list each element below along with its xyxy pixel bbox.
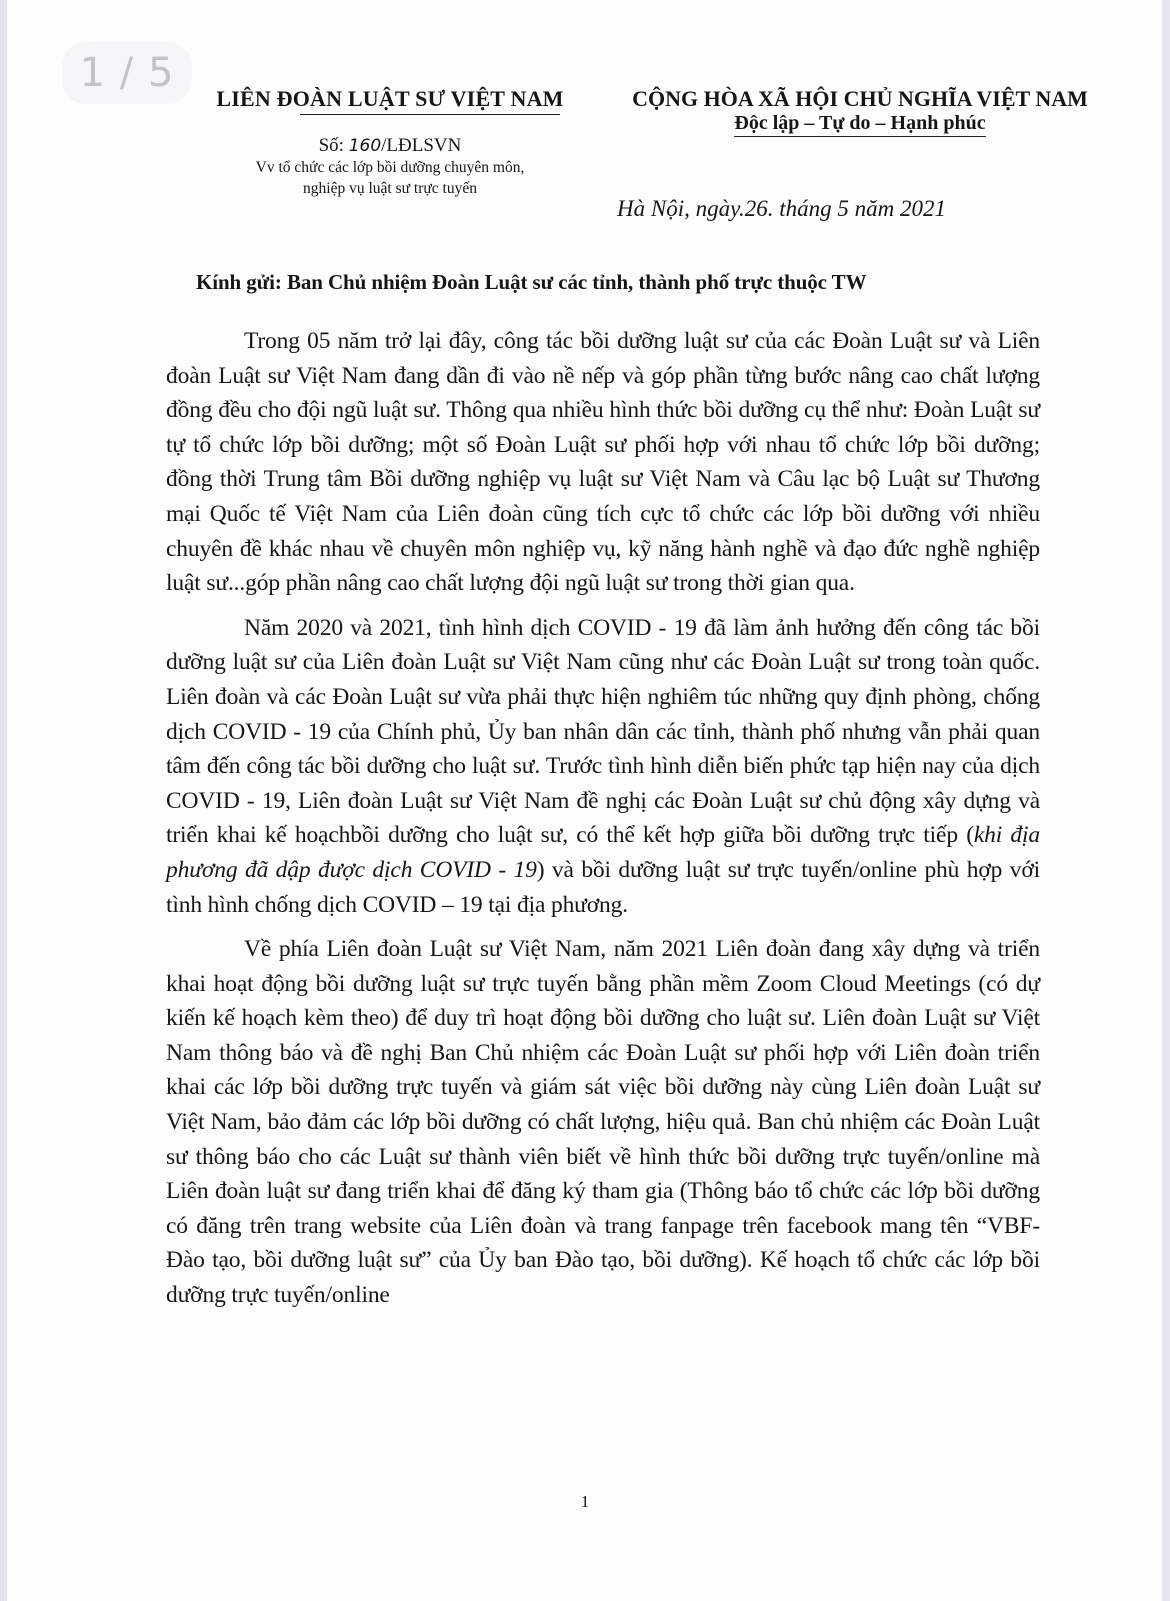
paragraph-2-text-a: Năm 2020 và 2021, tình hình dịch COVID - 19 đã làm ảnh hưởng đến công tác bồi dưỡng luật sư của Liên đoàn Luật sư Việt Nam cũng như các Đoàn Luật sư trong toàn quốc. Liên đoàn và các Đoàn Luật sư vừa phải thực hiện nghiêm túc những quy định phòng, chống dịch COVID - 19 của Chính phủ, Ủy ban nhân dân các tỉnh, thành phố nhưng vẫn phải quan tâm đến công tác bồi dưỡng cho luật sư. Trước tình hình diễn biến phức tạp hiện nay của dịch COVID - 19, Liên đoàn Luật sư Việt Nam đề nghị các Đoàn Luật sư chủ động xây dựng và triển khai kế hoạchbồi dưỡng cho luật sư, có thể kết hợp giữa bồi dưỡng trực tiếp ( [166,614,1040,849]
organization-name: LIÊN ĐOÀN LUẬT SƯ VIỆT NAM [216,86,564,111]
doc-number-prefix: Số: [318,135,349,156]
subject-line-1: Vv tổ chức các lớp bồi dưỡng chuyên môn, [255,159,525,176]
date-prefix: Hà Nội, ngày. [617,196,745,221]
paragraph-2-text-b: ) và bồi dưỡng luật sư trực tuyến/online phù hợp với tình hình chống dịch COVID – 19 tại địa phương. [166,856,1040,918]
page-number: 1 [580,1492,590,1511]
date-day-handwritten: 26 [744,196,768,221]
issuer-header [190,86,590,199]
doc-number-handwritten: 160 [348,136,382,156]
doc-number-suffix: /LĐLSVN [381,135,462,156]
page-indicator: 1 / 5 [62,42,192,104]
letter-body [166,324,1040,1323]
date-line [617,196,946,222]
paragraph-1: Trong 05 năm trở lại đây, công tác bồi dưỡng luật sư của các Đoàn Luật sư và Liên đoàn Luật sư Việt Nam đang dần đi vào nề nếp và góp phần từng bước nâng cao chất lượng đồng đều cho đội ngũ luật sư. Thông qua nhiều hình thức bồi dưỡng cụ thể như: Đoàn Luật sư tự tổ chức lớp bồi dưỡng; một số Đoàn Luật sư phối hợp với nhau tổ chức lớp bồi dưỡng; đồng thời Trung tâm Bồi dưỡng nghiệp vụ luật sư Việt Nam và Câu lạc bộ Luật sư Thương mại Quốc tế Việt Nam của Liên đoàn cũng tích cực tổ chức các lớp bồi dưỡng với nhiều chuyên đề khác nhau về chuyên môn nghiệp vụ, kỹ năng hành nghề và đạo đức nghề nghiệp luật sư...góp phần nâng cao chất lượng đội ngũ luật sư trong thời gian qua. [166,328,1040,597]
subject-line-2: nghiệp vụ luật sư trực tuyến [303,180,477,197]
paragraph-2-italic: khi địa phương đã dập được dịch COVID - 19 [166,822,1040,883]
national-motto: Độc lập – Tự do – Hạnh phúc [734,112,985,137]
date-suffix: . tháng 5 năm 2021 [767,196,947,221]
paragraph-2 [166,611,1040,922]
national-header [600,86,1120,137]
viewer-left-edge [0,0,7,1601]
document-number [190,135,590,157]
viewer-right-edge [1162,0,1170,1601]
paragraph-3: Về phía Liên đoàn Luật sư Việt Nam, năm 2021 Liên đoàn đang xây dựng và triển khai hoạt động bồi dưỡng luật sư trực tuyến bằng phần mềm Zoom Cloud Meetings (có dự kiến kế hoạch kèm theo) để duy trì hoạt động bồi dưỡng cho luật sư. Liên đoàn Luật sư Việt Nam thông báo và đề nghị Ban Chủ nhiệm các Đoàn Luật sư phối hợp với Liên đoàn triển khai các lớp bồi dưỡng trực tuyến và giám sát việc bồi dưỡng này cùng Liên đoàn Luật sư Việt Nam, bảo đảm các lớp bồi dưỡng có chất lượng, hiệu quả. Ban chủ nhiệm các Đoàn Luật sư thông báo cho các Luật sư thành viên biết về hình thức bồi dưỡng trực tuyến/online mà Liên đoàn luật sư đang triển khai để đăng ký tham gia (Thông báo tổ chức các lớp bồi dưỡng có đăng trên trang website của Liên đoàn và trang fanpage trên facebook mang tên “VBF- Đào tạo, bồi dưỡng luật sư” của Ủy ban Đào tạo, bồi dưỡng). Kế hoạch tổ chức các lớp bồi dưỡng trực tuyến/online [166,936,1040,1309]
recipient-line: Kính gửi: Ban Chủ nhiệm Đoàn Luật sư các tỉnh, thành phố trực thuộc TW [196,270,867,294]
organization-underline [300,114,560,115]
nation-title: CỘNG HÒA XÃ HỘI CHỦ NGHĨA VIỆT NAM [632,86,1088,111]
